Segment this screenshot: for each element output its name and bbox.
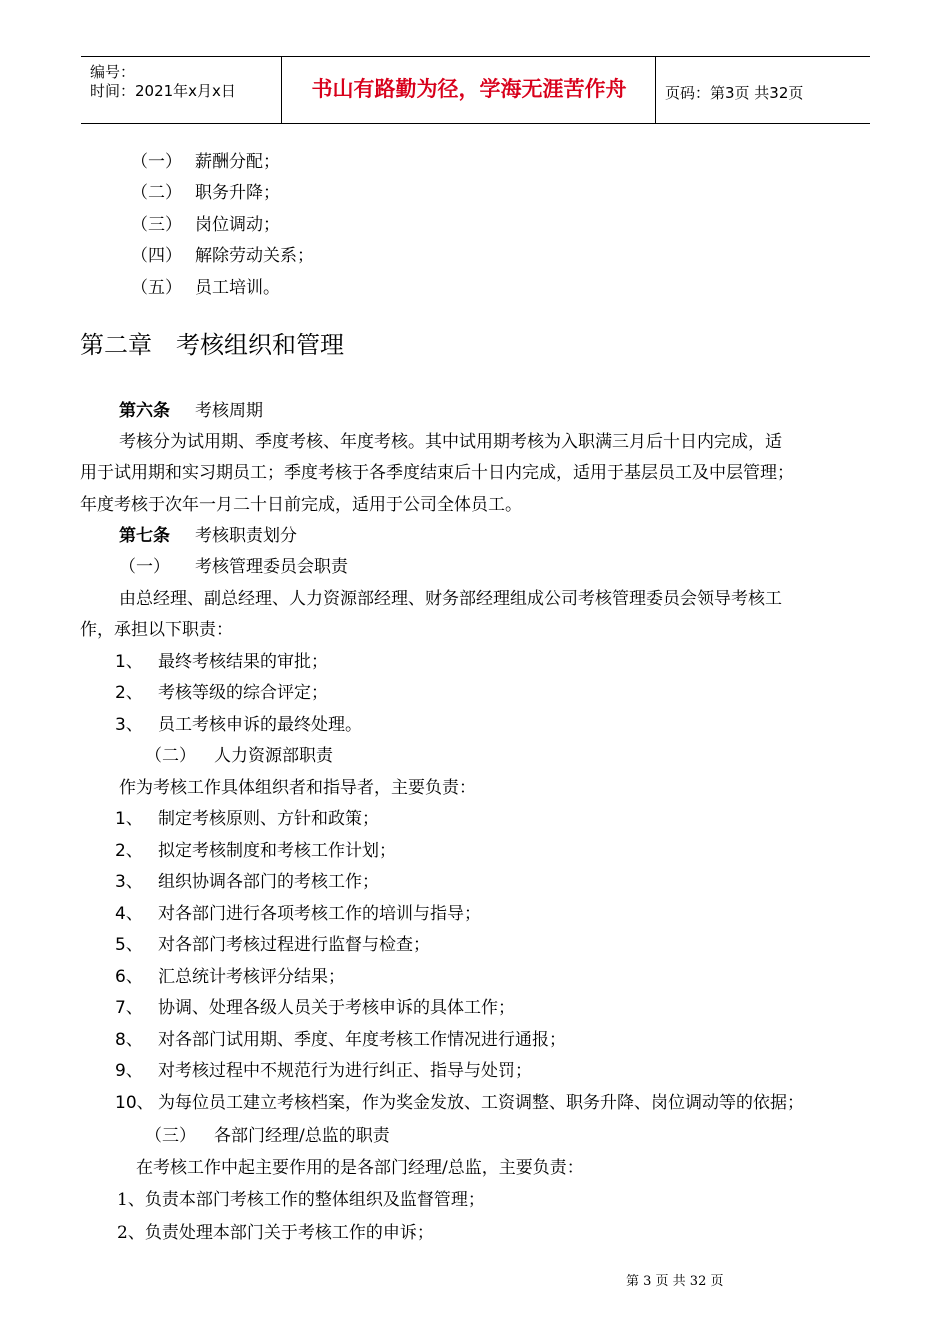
- page-footer: 第 3 页 共 32 页: [626, 1274, 724, 1289]
- list-item-number: （五）: [131, 278, 182, 298]
- list-item-text: 对各部门进行各项考核工作的培训与指导；: [158, 904, 481, 924]
- paragraph-line: 在考核工作中起主要作用的是各部门经理/总监，主要负责：: [136, 1158, 584, 1178]
- article-number: 第六条: [119, 401, 170, 421]
- section-title: 各部门经理/总监的职责: [214, 1126, 390, 1146]
- list-item-text: 汇总统计考核评分结果；: [158, 967, 345, 987]
- paragraph-line: 年度考核于次年一月二十日前完成，适用于公司全体员工。: [80, 495, 522, 515]
- paragraph-line: 作，承担以下职责：: [80, 620, 233, 640]
- list-item-number: 5、: [115, 935, 143, 955]
- list-item-text: 1、负责本部门考核工作的整体组织及监督管理；: [117, 1190, 485, 1210]
- paragraph-line: 作为考核工作具体组织者和指导者，主要负责：: [119, 778, 476, 798]
- list-item-number: 7、: [115, 998, 143, 1018]
- section-title: 人力资源部职责: [214, 746, 333, 766]
- doc-number-label: 编号：: [90, 63, 136, 81]
- list-item-text: 职务升降；: [195, 183, 280, 203]
- list-item-text: 为每位员工建立考核档案，作为奖金发放、工资调整、职务升降、岗位调动等的依据；: [158, 1093, 804, 1113]
- list-item-text: 考核等级的综合评定；: [158, 683, 328, 703]
- section-number: （一）: [119, 557, 170, 577]
- list-item-text: 最终考核结果的审批；: [158, 652, 328, 672]
- list-item-number: 4、: [115, 904, 143, 924]
- section-title: 考核管理委员会职责: [195, 557, 348, 577]
- article-title: 考核职责划分: [195, 526, 297, 546]
- list-item-text: 员工培训。: [195, 278, 280, 298]
- doc-time-label: 时间：2021年x月x日: [90, 82, 236, 100]
- list-item-number: 10、: [115, 1093, 154, 1113]
- list-item-text: 对考核过程中不规范行为进行纠正、指导与处罚；: [158, 1061, 532, 1081]
- list-item-number: 3、: [115, 715, 143, 735]
- section-number: （二）: [145, 746, 196, 766]
- list-item-text: 协调、处理各级人员关于考核申诉的具体工作；: [158, 998, 515, 1018]
- article-number: 第七条: [119, 526, 170, 546]
- header-divider: [281, 57, 282, 123]
- list-item-number: （一）: [131, 152, 182, 172]
- list-item-number: 1、: [115, 652, 143, 672]
- list-item-text: 制定考核原则、方针和政策；: [158, 809, 379, 829]
- list-item-text: 拟定考核制度和考核工作计划；: [158, 841, 396, 861]
- list-item-number: 2、: [115, 683, 143, 703]
- header-motto: 书山有路勤为径，学海无涯苦作舟: [311, 76, 627, 101]
- paragraph-line: 由总经理、副总经理、人力资源部经理、财务部经理组成公司考核管理委员会领导考核工: [119, 589, 782, 609]
- section-number: （三）: [145, 1126, 196, 1146]
- list-item-number: 6、: [115, 967, 143, 987]
- page-header: [81, 56, 870, 124]
- list-item-number: 3、: [115, 872, 143, 892]
- list-item-text: 2、负责处理本部门关于考核工作的申诉；: [117, 1223, 434, 1243]
- list-item-text: 解除劳动关系；: [195, 246, 314, 266]
- list-item-number: 2、: [115, 841, 143, 861]
- list-item-text: 对各部门试用期、季度、年度考核工作情况进行通报；: [158, 1030, 566, 1050]
- list-item-number: （二）: [131, 183, 182, 203]
- paragraph-line: 考核分为试用期、季度考核、年度考核。其中试用期考核为入职满三月后十日内完成，适: [119, 432, 782, 452]
- list-item-text: 员工考核申诉的最终处理。: [158, 715, 362, 735]
- list-item-number: （四）: [131, 246, 182, 266]
- list-item-text: 对各部门考核过程进行监督与检查；: [158, 935, 430, 955]
- list-item-number: 9、: [115, 1061, 143, 1081]
- list-item-number: 1、: [115, 809, 143, 829]
- article-title: 考核周期: [195, 401, 263, 421]
- chapter-title: 第二章 考核组织和管理: [80, 331, 344, 359]
- list-item-text: 薪酬分配；: [195, 152, 280, 172]
- page-number-label: 页码：第3页 共32页: [665, 84, 804, 102]
- list-item-number: （三）: [131, 215, 182, 235]
- paragraph-line: 用于试用期和实习期员工；季度考核于各季度结束后十日内完成，适用于基层员工及中层管理；: [80, 463, 794, 483]
- list-item-number: 8、: [115, 1030, 143, 1050]
- header-divider: [655, 57, 656, 123]
- list-item-text: 组织协调各部门的考核工作；: [158, 872, 379, 892]
- list-item-text: 岗位调动；: [195, 215, 280, 235]
